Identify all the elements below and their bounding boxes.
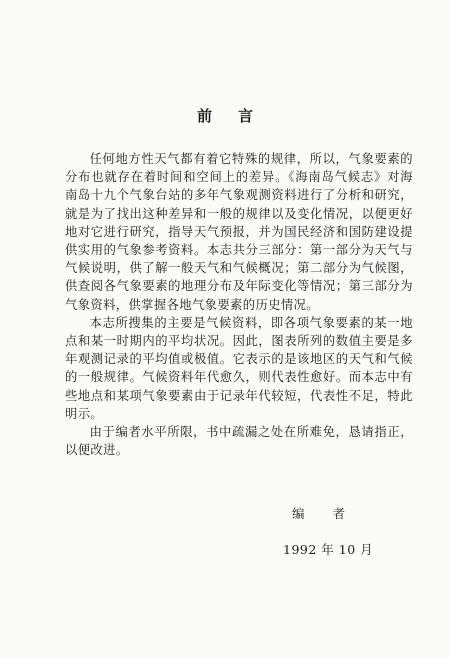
editor-signature: 编者: [292, 506, 374, 521]
page-title: 前言: [196, 107, 279, 125]
paragraph-3: 由于编者水平所限，书中疏漏之处在所难免，恳请指正，以便改进。: [65, 425, 413, 458]
preface-body: [65, 150, 413, 459]
paragraph-1: 任何地方性天气都有着它特殊的规律，所以，气象要素的分布也就存在着时间和空间上的差异。《海南岛气候志》对海南岛十九个气象台站的多年气象观测资料进行了分析和研究，就是为了找出这种差异和一般的规律以及变化情况，以便更好地对它进行研究，指导天气预报，并为国民经济和国防建设提供实用的气象参考资料。本志共分三部分：第一部分为天气与气候说明，供了解一般天气和气候概况；第二部分为气候图，供查阅各气象要素的地理分布及年际变化等情况；第三部分为气象资料，供掌握各地气象要素的历史情况。: [65, 152, 413, 312]
paragraph-2: 本志所搜集的主要是气候资料，即各项气象要素的某一地点和某一时期内的平均状况。因此，图表所列的数值主要是多年观测记录的平均值或极值。它表示的是该地区的天气和气候的一般规律。气候资料年代愈久，则代表性愈好。而本志中有些地点和某项气象要素由于记录年代较短，代表性不足，特此明示。: [65, 315, 413, 421]
preface-date: 1992 年 10 月: [283, 542, 374, 557]
